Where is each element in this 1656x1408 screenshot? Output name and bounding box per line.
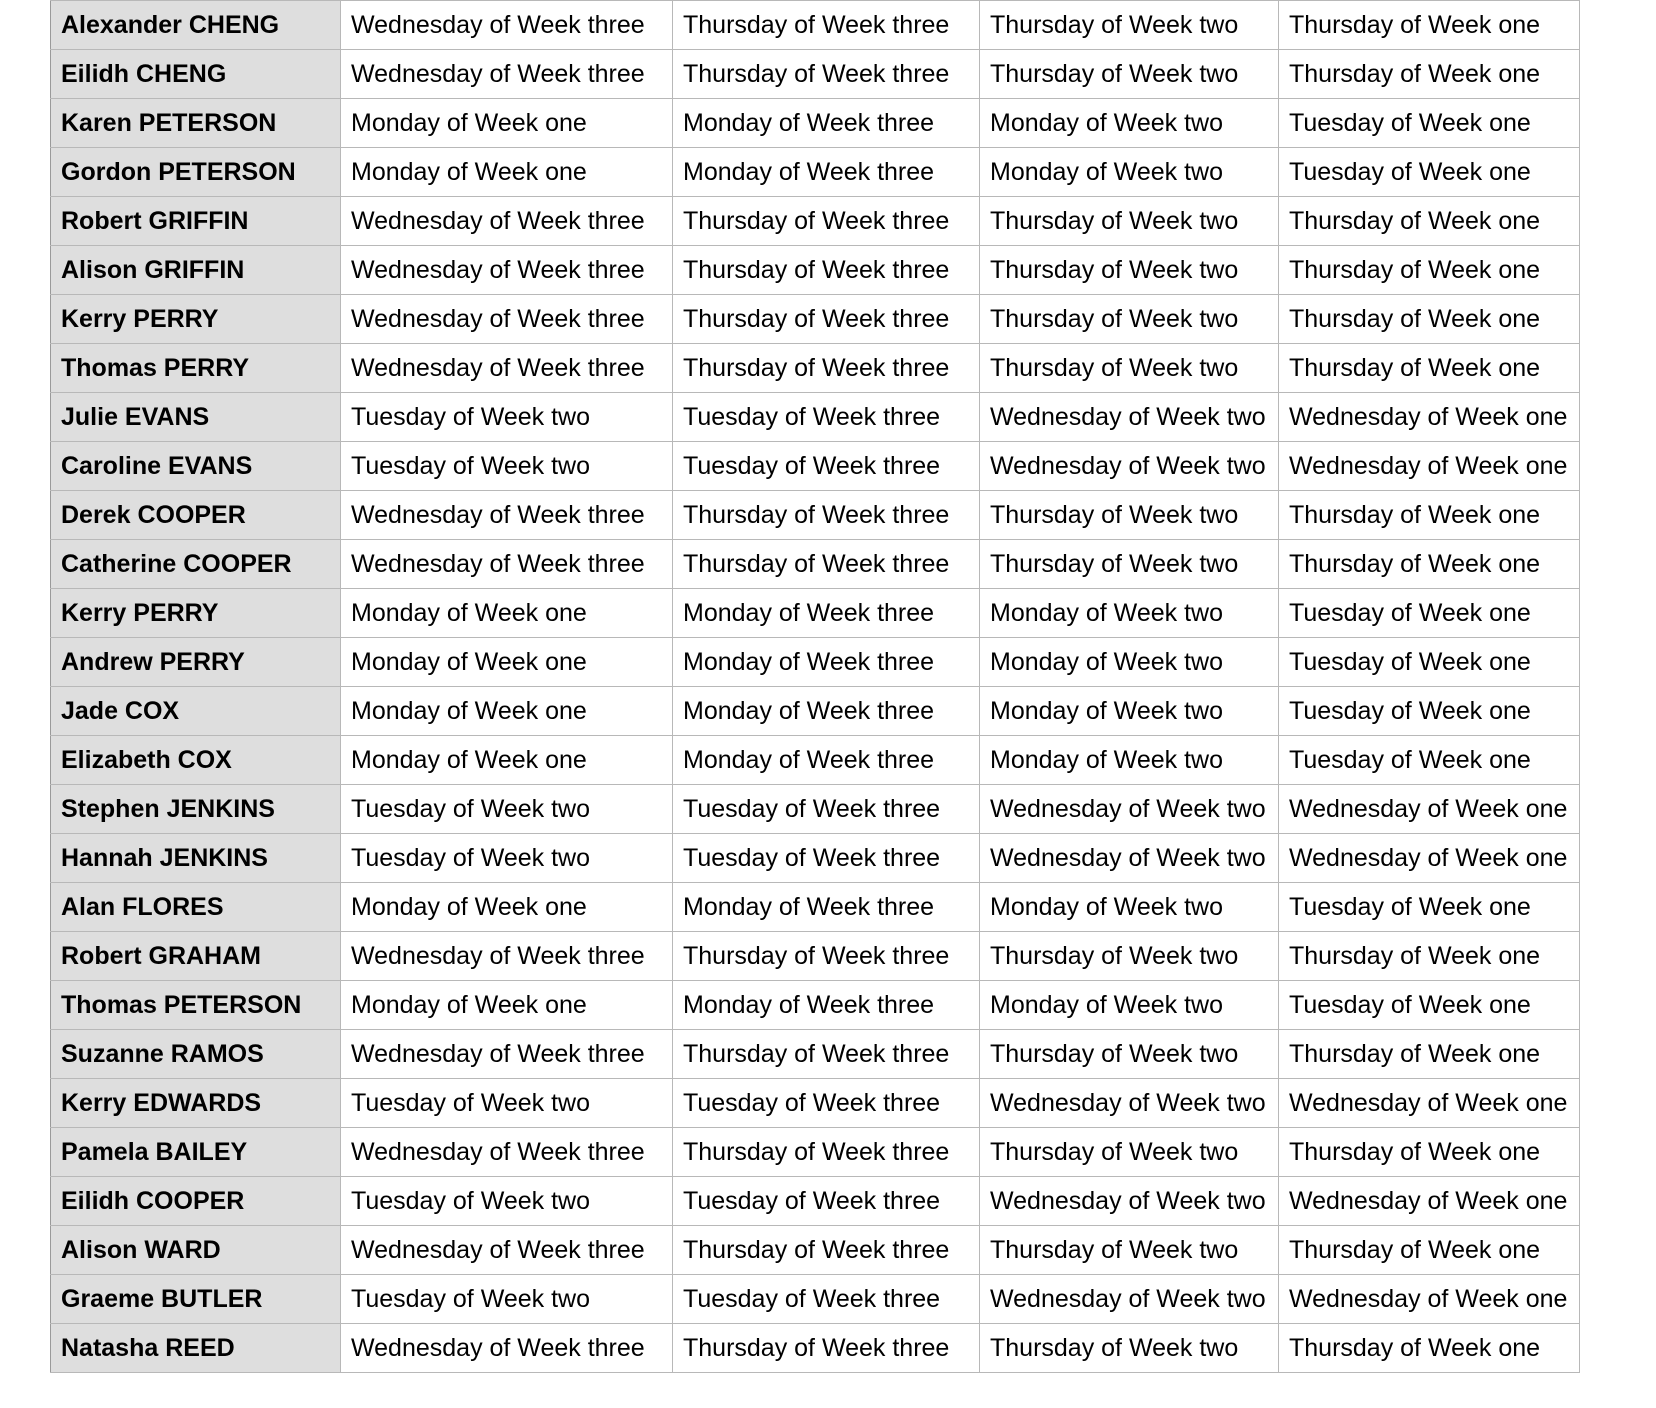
- table-row: [51, 1128, 1580, 1177]
- table-row: [51, 393, 1580, 442]
- schedule-cell[interactable]: Tuesday of Week three: [673, 785, 980, 834]
- schedule-cell[interactable]: Monday of Week two: [980, 638, 1279, 687]
- person-name-cell[interactable]: Pamela BAILEY: [51, 1128, 341, 1177]
- schedule-cell[interactable]: Wednesday of Week three: [341, 197, 673, 246]
- person-name-cell[interactable]: Derek COOPER: [51, 491, 341, 540]
- table-row: [51, 295, 1580, 344]
- schedule-cell[interactable]: Tuesday of Week two: [341, 442, 673, 491]
- person-name-cell[interactable]: Alison WARD: [51, 1226, 341, 1275]
- schedule-cell[interactable]: Thursday of Week one: [1279, 344, 1580, 393]
- table-row: [51, 932, 1580, 981]
- schedule-cell[interactable]: Monday of Week two: [980, 687, 1279, 736]
- table-row: [51, 99, 1580, 148]
- person-name-cell[interactable]: Karen PETERSON: [51, 99, 341, 148]
- schedule-cell[interactable]: Monday of Week two: [980, 981, 1279, 1030]
- schedule-cell[interactable]: Monday of Week three: [673, 883, 980, 932]
- schedule-cell[interactable]: Monday of Week two: [980, 589, 1279, 638]
- schedule-cell[interactable]: Thursday of Week one: [1279, 491, 1580, 540]
- table-row: [51, 491, 1580, 540]
- schedule-cell[interactable]: Wednesday of Week one: [1279, 1275, 1580, 1324]
- schedule-cell[interactable]: Thursday of Week two: [980, 344, 1279, 393]
- person-name-cell[interactable]: Alexander CHENG: [51, 1, 341, 50]
- schedule-cell[interactable]: Thursday of Week three: [673, 540, 980, 589]
- schedule-cell[interactable]: Thursday of Week two: [980, 295, 1279, 344]
- schedule-cell[interactable]: Wednesday of Week two: [980, 1177, 1279, 1226]
- schedule-cell[interactable]: Tuesday of Week two: [341, 785, 673, 834]
- schedule-cell[interactable]: Thursday of Week three: [673, 197, 980, 246]
- schedule-cell[interactable]: Monday of Week one: [341, 99, 673, 148]
- schedule-cell[interactable]: Thursday of Week three: [673, 344, 980, 393]
- schedule-cell[interactable]: Thursday of Week two: [980, 1, 1279, 50]
- schedule-cell[interactable]: Wednesday of Week three: [341, 295, 673, 344]
- schedule-cell[interactable]: Tuesday of Week three: [673, 393, 980, 442]
- schedule-cell[interactable]: Thursday of Week one: [1279, 1226, 1580, 1275]
- schedule-cell[interactable]: Thursday of Week two: [980, 246, 1279, 295]
- schedule-cell[interactable]: Wednesday of Week one: [1279, 1079, 1580, 1128]
- table-row: [51, 883, 1580, 932]
- table-row: [51, 1275, 1580, 1324]
- table-row: [51, 1, 1580, 50]
- person-name-cell[interactable]: Stephen JENKINS: [51, 785, 341, 834]
- table-row: [51, 1177, 1580, 1226]
- schedule-cell[interactable]: Thursday of Week three: [673, 246, 980, 295]
- schedule-cell[interactable]: Thursday of Week one: [1279, 295, 1580, 344]
- schedule-cell[interactable]: Wednesday of Week three: [341, 1030, 673, 1079]
- person-name-cell[interactable]: Natasha REED: [51, 1324, 341, 1373]
- schedule-cell[interactable]: Wednesday of Week three: [341, 50, 673, 99]
- schedule-cell[interactable]: Thursday of Week two: [980, 1128, 1279, 1177]
- schedule-cell[interactable]: Tuesday of Week one: [1279, 99, 1580, 148]
- schedule-table: [50, 0, 1580, 1373]
- table-row: [51, 981, 1580, 1030]
- schedule-cell[interactable]: Thursday of Week three: [673, 1128, 980, 1177]
- schedule-cell[interactable]: Monday of Week three: [673, 99, 980, 148]
- schedule-cell[interactable]: Wednesday of Week one: [1279, 1177, 1580, 1226]
- schedule-cell[interactable]: Tuesday of Week one: [1279, 638, 1580, 687]
- schedule-cell[interactable]: Monday of Week two: [980, 883, 1279, 932]
- person-name-cell[interactable]: Robert GRIFFIN: [51, 197, 341, 246]
- schedule-cell[interactable]: Thursday of Week three: [673, 295, 980, 344]
- schedule-cell[interactable]: Wednesday of Week one: [1279, 393, 1580, 442]
- schedule-cell[interactable]: Wednesday of Week three: [341, 344, 673, 393]
- schedule-cell[interactable]: Tuesday of Week two: [341, 1079, 673, 1128]
- person-name-cell[interactable]: Gordon PETERSON: [51, 148, 341, 197]
- schedule-cell[interactable]: Wednesday of Week three: [341, 1, 673, 50]
- schedule-cell[interactable]: Tuesday of Week two: [341, 1275, 673, 1324]
- person-name-cell[interactable]: Caroline EVANS: [51, 442, 341, 491]
- schedule-cell[interactable]: Tuesday of Week two: [341, 834, 673, 883]
- person-name-cell[interactable]: Eilidh CHENG: [51, 50, 341, 99]
- schedule-cell[interactable]: Tuesday of Week three: [673, 442, 980, 491]
- schedule-sheet: [50, 0, 1580, 1373]
- schedule-cell[interactable]: Thursday of Week three: [673, 1226, 980, 1275]
- schedule-cell[interactable]: Wednesday of Week two: [980, 393, 1279, 442]
- table-row: [51, 442, 1580, 491]
- table-row: [51, 50, 1580, 99]
- person-name-cell[interactable]: Robert GRAHAM: [51, 932, 341, 981]
- person-name-cell[interactable]: Thomas PERRY: [51, 344, 341, 393]
- schedule-table-body: [51, 1, 1580, 1373]
- schedule-cell[interactable]: Tuesday of Week two: [341, 1177, 673, 1226]
- schedule-cell[interactable]: Monday of Week two: [980, 148, 1279, 197]
- schedule-cell[interactable]: Thursday of Week three: [673, 932, 980, 981]
- schedule-cell[interactable]: Thursday of Week two: [980, 50, 1279, 99]
- table-row: [51, 1030, 1580, 1079]
- table-row: [51, 589, 1580, 638]
- schedule-cell[interactable]: Thursday of Week one: [1279, 50, 1580, 99]
- schedule-cell[interactable]: Thursday of Week three: [673, 491, 980, 540]
- schedule-cell[interactable]: Monday of Week two: [980, 736, 1279, 785]
- schedule-cell[interactable]: Wednesday of Week three: [341, 540, 673, 589]
- table-row: [51, 148, 1580, 197]
- person-name-cell[interactable]: Kerry EDWARDS: [51, 1079, 341, 1128]
- schedule-cell[interactable]: Thursday of Week one: [1279, 1324, 1580, 1373]
- schedule-cell[interactable]: Thursday of Week two: [980, 491, 1279, 540]
- schedule-cell[interactable]: Wednesday of Week two: [980, 834, 1279, 883]
- person-name-cell[interactable]: Kerry PERRY: [51, 295, 341, 344]
- schedule-cell[interactable]: Thursday of Week two: [980, 197, 1279, 246]
- person-name-cell[interactable]: Alan FLORES: [51, 883, 341, 932]
- schedule-cell[interactable]: Monday of Week one: [341, 589, 673, 638]
- schedule-cell[interactable]: Thursday of Week three: [673, 1324, 980, 1373]
- schedule-cell[interactable]: Tuesday of Week two: [341, 393, 673, 442]
- person-name-cell[interactable]: Julie EVANS: [51, 393, 341, 442]
- table-row: [51, 687, 1580, 736]
- table-row: [51, 736, 1580, 785]
- schedule-cell[interactable]: Tuesday of Week one: [1279, 981, 1580, 1030]
- person-name-cell[interactable]: Elizabeth COX: [51, 736, 341, 785]
- schedule-cell[interactable]: Thursday of Week two: [980, 932, 1279, 981]
- schedule-cell[interactable]: Thursday of Week one: [1279, 540, 1580, 589]
- table-row: [51, 197, 1580, 246]
- schedule-cell[interactable]: Wednesday of Week one: [1279, 834, 1580, 883]
- person-name-cell[interactable]: Kerry PERRY: [51, 589, 341, 638]
- schedule-cell[interactable]: Wednesday of Week three: [341, 1226, 673, 1275]
- schedule-cell[interactable]: Tuesday of Week three: [673, 1177, 980, 1226]
- schedule-cell[interactable]: Thursday of Week one: [1279, 246, 1580, 295]
- person-name-cell[interactable]: Suzanne RAMOS: [51, 1030, 341, 1079]
- schedule-cell[interactable]: Thursday of Week one: [1279, 1, 1580, 50]
- table-row: [51, 344, 1580, 393]
- schedule-cell[interactable]: Thursday of Week three: [673, 1030, 980, 1079]
- table-row: [51, 834, 1580, 883]
- person-name-cell[interactable]: Eilidh COOPER: [51, 1177, 341, 1226]
- schedule-cell[interactable]: Monday of Week three: [673, 638, 980, 687]
- schedule-cell[interactable]: Thursday of Week one: [1279, 1030, 1580, 1079]
- schedule-cell[interactable]: Thursday of Week one: [1279, 1128, 1580, 1177]
- schedule-cell[interactable]: Wednesday of Week three: [341, 246, 673, 295]
- schedule-cell[interactable]: Thursday of Week two: [980, 1030, 1279, 1079]
- schedule-cell[interactable]: Wednesday of Week three: [341, 932, 673, 981]
- table-row: [51, 785, 1580, 834]
- table-row: [51, 1324, 1580, 1373]
- schedule-cell[interactable]: Monday of Week two: [980, 99, 1279, 148]
- schedule-cell[interactable]: Wednesday of Week one: [1279, 442, 1580, 491]
- schedule-cell[interactable]: Thursday of Week two: [980, 540, 1279, 589]
- table-row: [51, 540, 1580, 589]
- schedule-cell[interactable]: Wednesday of Week two: [980, 1079, 1279, 1128]
- schedule-cell[interactable]: Tuesday of Week three: [673, 834, 980, 883]
- schedule-cell[interactable]: Thursday of Week two: [980, 1226, 1279, 1275]
- schedule-cell[interactable]: Tuesday of Week one: [1279, 883, 1580, 932]
- schedule-cell[interactable]: Wednesday of Week two: [980, 1275, 1279, 1324]
- person-name-cell[interactable]: Thomas PETERSON: [51, 981, 341, 1030]
- person-name-cell[interactable]: Graeme BUTLER: [51, 1275, 341, 1324]
- table-row: [51, 1079, 1580, 1128]
- table-row: [51, 638, 1580, 687]
- schedule-cell[interactable]: Tuesday of Week one: [1279, 687, 1580, 736]
- schedule-cell[interactable]: Monday of Week one: [341, 148, 673, 197]
- schedule-cell[interactable]: Wednesday of Week three: [341, 491, 673, 540]
- schedule-cell[interactable]: Tuesday of Week three: [673, 1275, 980, 1324]
- schedule-cell[interactable]: Wednesday of Week two: [980, 785, 1279, 834]
- schedule-cell[interactable]: Thursday of Week three: [673, 50, 980, 99]
- schedule-cell[interactable]: Monday of Week three: [673, 589, 980, 638]
- schedule-cell[interactable]: Monday of Week three: [673, 981, 980, 1030]
- schedule-cell[interactable]: Wednesday of Week three: [341, 1128, 673, 1177]
- schedule-cell[interactable]: Tuesday of Week one: [1279, 736, 1580, 785]
- schedule-cell[interactable]: Tuesday of Week three: [673, 1079, 980, 1128]
- schedule-cell[interactable]: Monday of Week three: [673, 687, 980, 736]
- schedule-cell[interactable]: Thursday of Week one: [1279, 197, 1580, 246]
- schedule-cell[interactable]: Wednesday of Week two: [980, 442, 1279, 491]
- schedule-cell[interactable]: Thursday of Week two: [980, 1324, 1279, 1373]
- table-row: [51, 246, 1580, 295]
- schedule-cell[interactable]: Monday of Week one: [341, 687, 673, 736]
- schedule-cell[interactable]: Thursday of Week one: [1279, 932, 1580, 981]
- schedule-cell[interactable]: Wednesday of Week one: [1279, 785, 1580, 834]
- schedule-cell[interactable]: Tuesday of Week one: [1279, 589, 1580, 638]
- schedule-cell[interactable]: Monday of Week three: [673, 736, 980, 785]
- person-name-cell[interactable]: Alison GRIFFIN: [51, 246, 341, 295]
- person-name-cell[interactable]: Jade COX: [51, 687, 341, 736]
- person-name-cell[interactable]: Catherine COOPER: [51, 540, 341, 589]
- schedule-cell[interactable]: Monday of Week one: [341, 883, 673, 932]
- person-name-cell[interactable]: Andrew PERRY: [51, 638, 341, 687]
- schedule-cell[interactable]: Tuesday of Week one: [1279, 148, 1580, 197]
- schedule-cell[interactable]: Monday of Week three: [673, 148, 980, 197]
- schedule-cell[interactable]: Monday of Week one: [341, 638, 673, 687]
- schedule-cell[interactable]: Thursday of Week three: [673, 1, 980, 50]
- schedule-cell[interactable]: Monday of Week one: [341, 981, 673, 1030]
- schedule-cell[interactable]: Wednesday of Week three: [341, 1324, 673, 1373]
- table-row: [51, 1226, 1580, 1275]
- person-name-cell[interactable]: Hannah JENKINS: [51, 834, 341, 883]
- schedule-cell[interactable]: Monday of Week one: [341, 736, 673, 785]
